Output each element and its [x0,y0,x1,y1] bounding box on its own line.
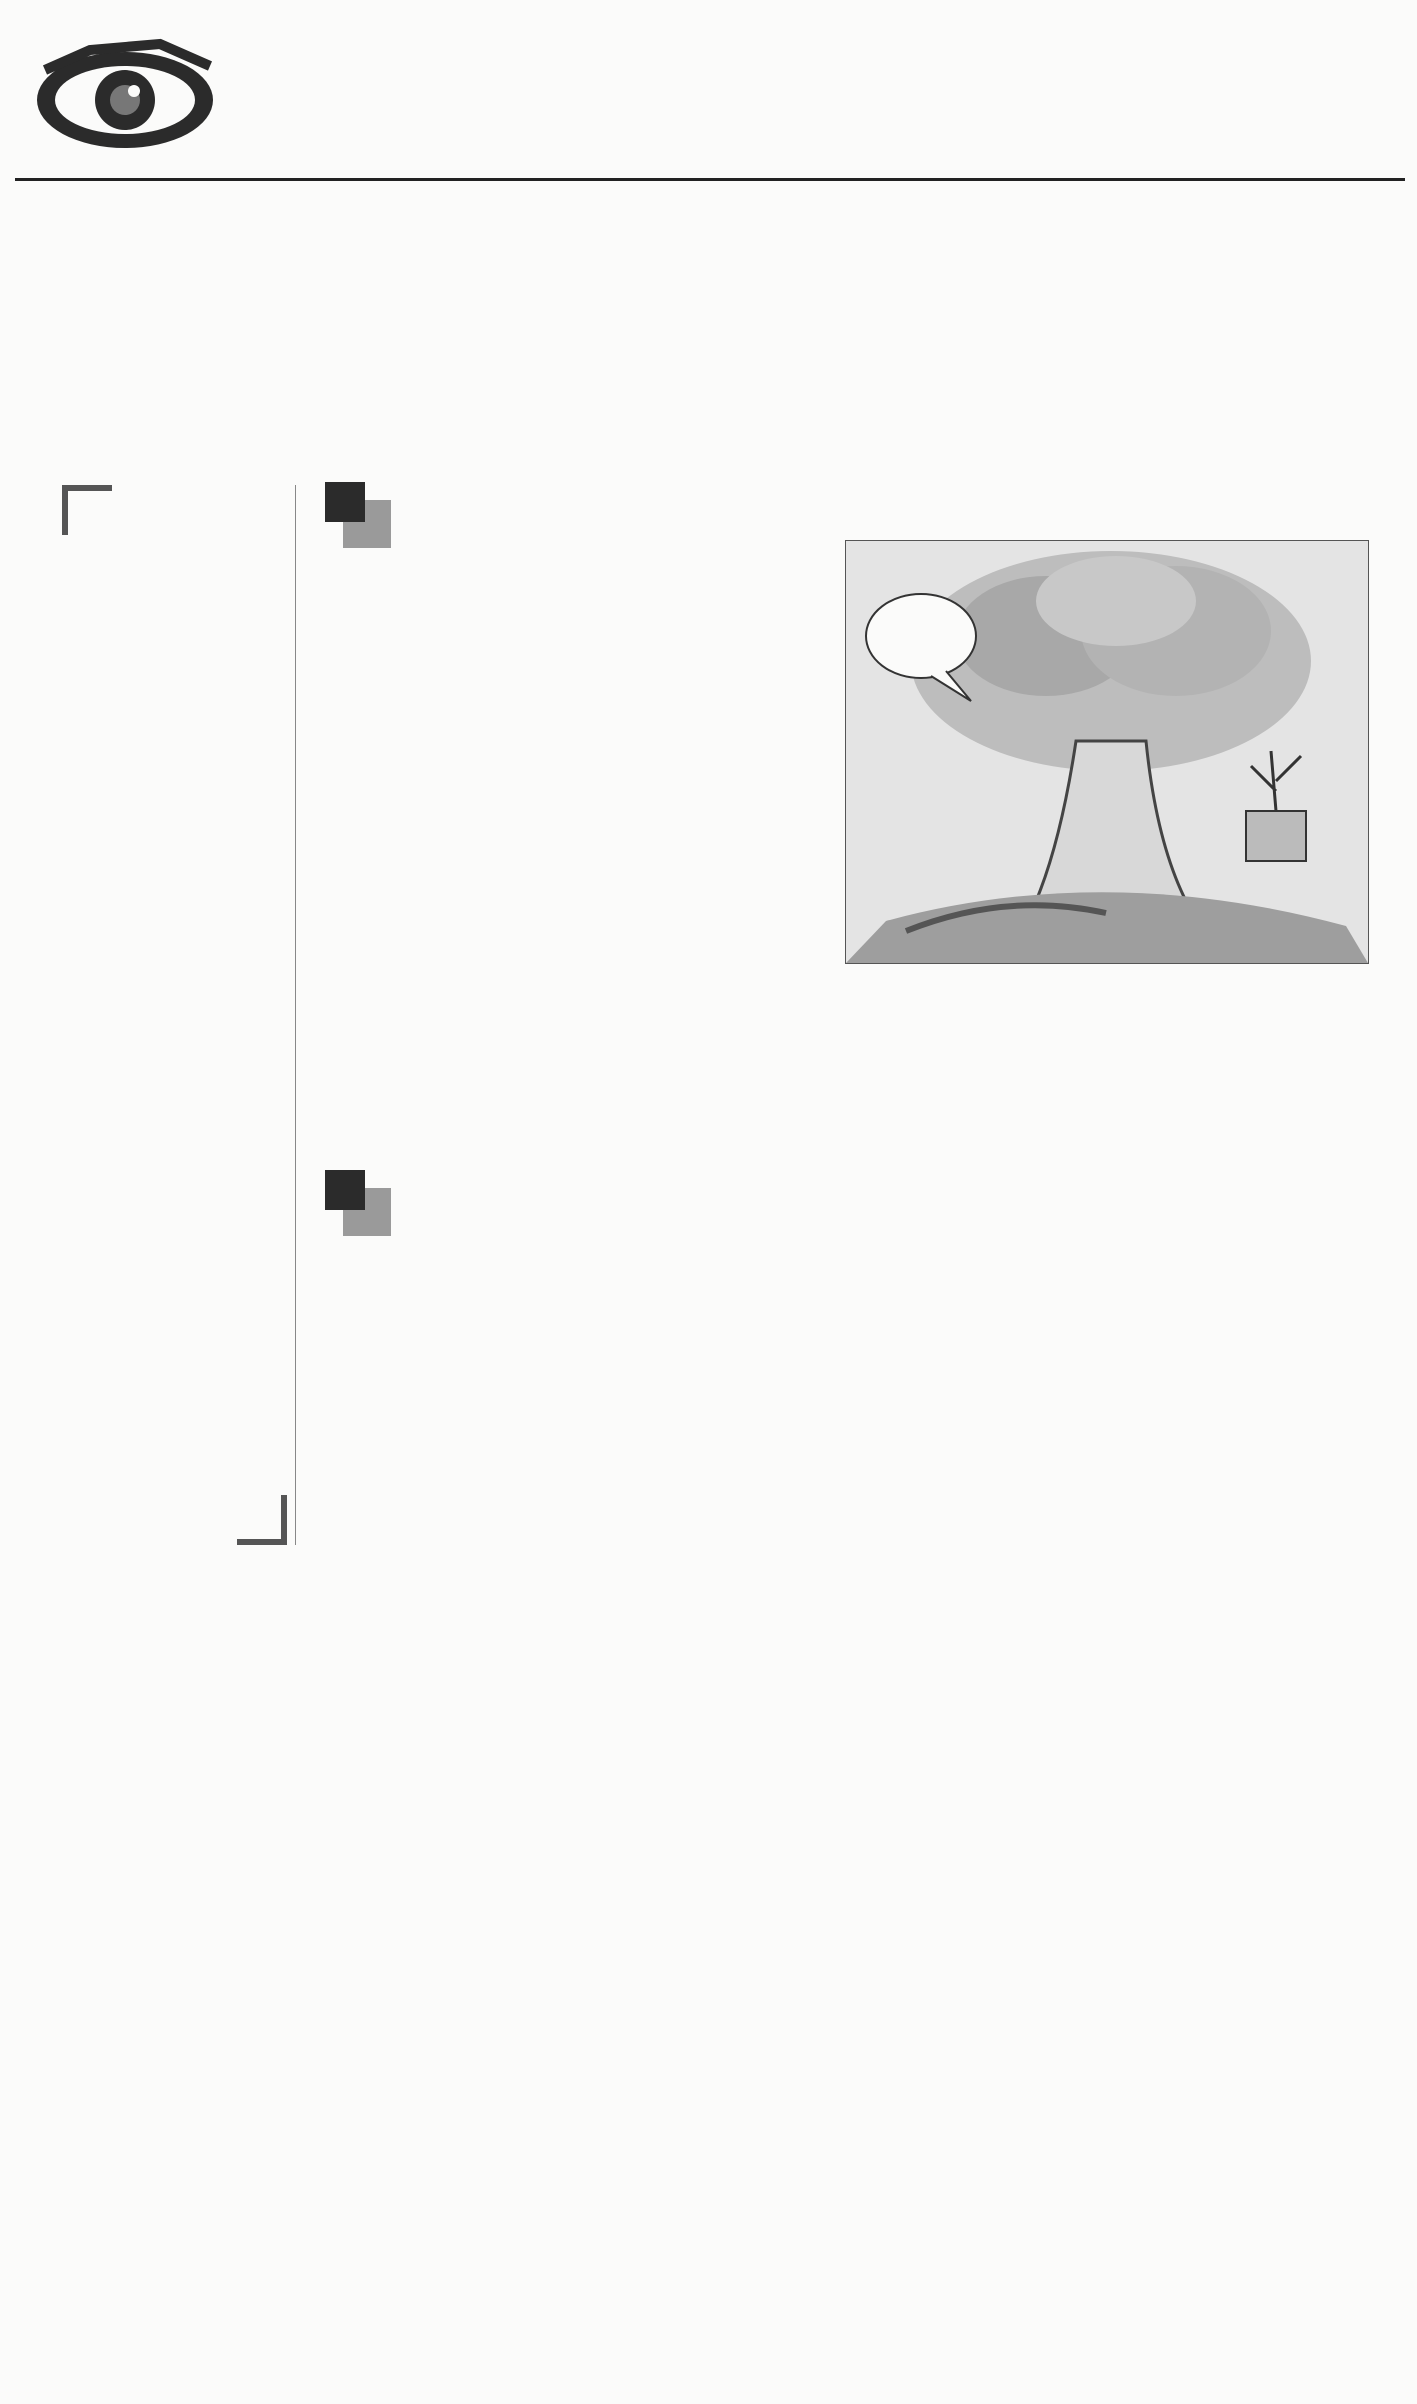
intro-frame [62,485,287,1545]
subhead-square-icon [325,482,365,522]
subhead-section-2 [325,1170,1025,1230]
cartoon-illustration [845,540,1369,964]
top-divider [15,178,1405,181]
subhead-section-3-title [325,1440,925,1500]
subhead-section-1 [325,482,825,542]
subhead-section-3 [325,1510,925,1570]
column-divider [295,485,296,1545]
eye-logo-icon [30,30,220,160]
subhead-square-icon [325,1170,365,1210]
